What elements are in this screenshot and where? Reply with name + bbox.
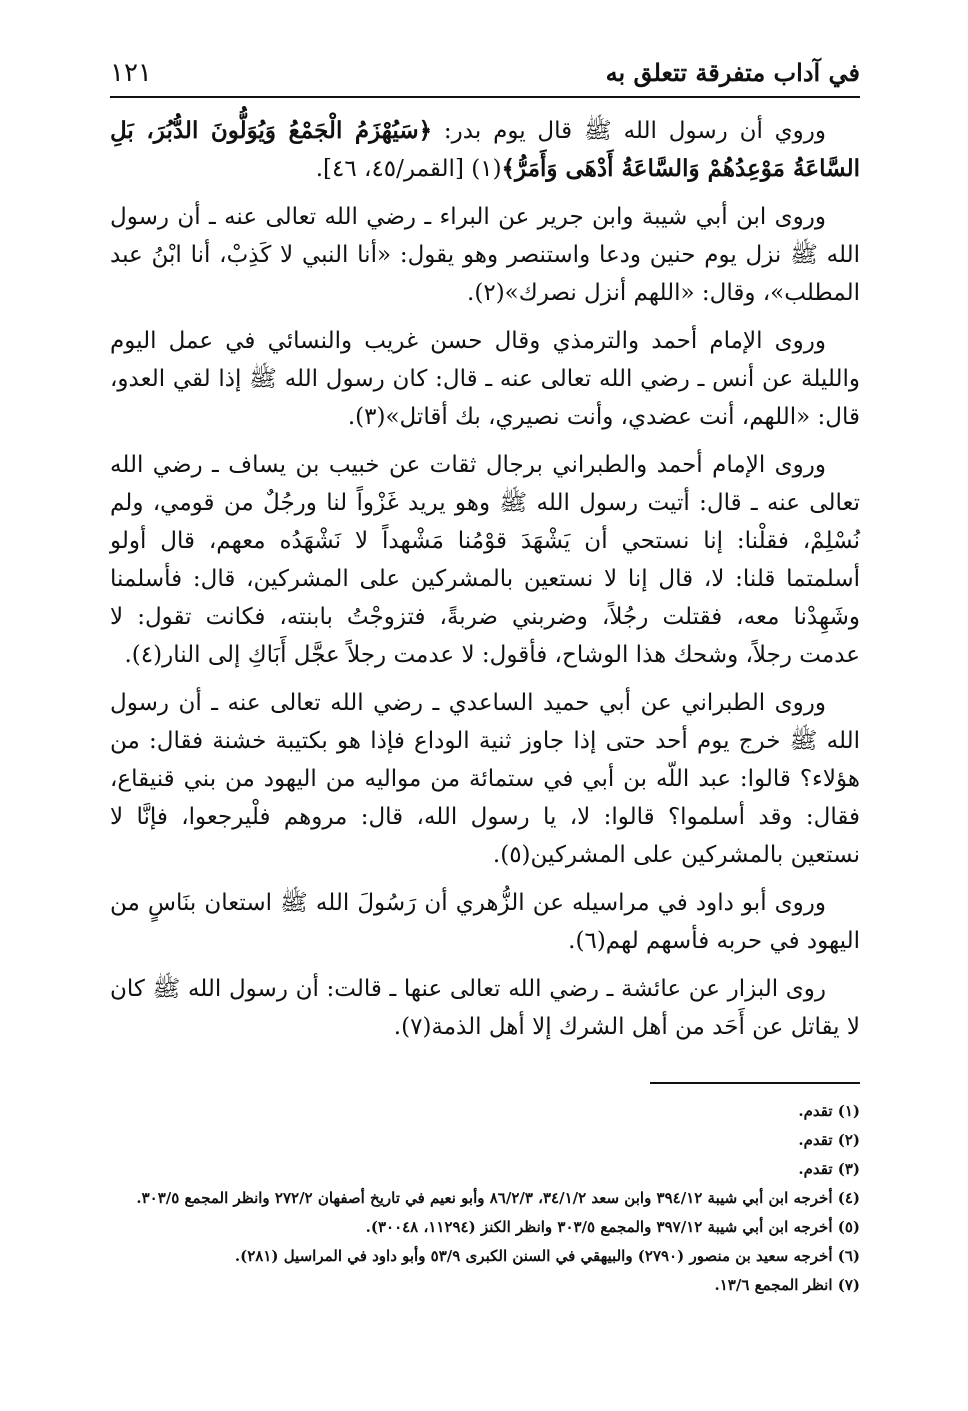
footnote-6: (٦) أخرجه سعيد بن منصور (٢٧٩٠) والبيهقي في السنن الكبرى ٥٣/٩ وأبو داود في المراسيل (٢٨١). xyxy=(234,1247,860,1265)
paragraph-text: وروى الطبراني عن أبي حميد الساعدي ـ رضي الله تعالى عنه ـ أن رسول الله ﷺ خرج يوم أحد حتى إذا جاوز ثنية الوداع فإذا هو بكتيبة خشنة فقال: من هؤلاء؟ قالوا: عبد اللّه بن أبي في ستمائة من مواليه من اليهود من بني قنيقاع، فقال: وقد أسلموا؟ قالوا: لا، يا رسول الله، قال: مروهم فلْيرجعوا، فإنَّا لا نستعين بالمشركين على المشركين(٥). xyxy=(110,690,860,868)
paragraph-khubayb xyxy=(110,446,860,674)
paragraph-abu-dawud xyxy=(110,884,860,960)
footnote-divider xyxy=(650,1082,860,1084)
paragraph-hunayn xyxy=(110,198,860,312)
footnote-1: (١) تقدم. xyxy=(798,1102,860,1120)
footnote-3: (٣) تقدم. xyxy=(798,1160,860,1178)
footnote-2: (٢) تقدم. xyxy=(798,1131,860,1149)
verse-reference: (١) [القمر/٤٥، ٤٦]. xyxy=(315,156,502,182)
paragraph-badr-verse xyxy=(110,112,860,188)
paragraph-text: وروي أن رسول الله ﷺ قال يوم بدر: xyxy=(432,118,826,144)
quran-verse: ﴿سَيُهْزَمُ الْجَمْعُ وَيُوَلُّونَ الدُّبُرَ، بَلِ السَّاعَةُ مَوْعِدُهُمْ وَالسَّاعَةُ أَدْهَى وَأَمَرُّ﴾ xyxy=(110,117,860,182)
chapter-title: في آداب متفرقة تتعلق به xyxy=(605,58,860,87)
paragraph-text: وروى الإمام أحمد والطبراني برجال ثقات عن خبيب بن يساف ـ رضي الله تعالى عنه ـ قال: أتيت رسول الله ﷺ وهو يريد غَزْواً لنا ورجُلٌ من قومي، ولم نُسْلِمْ، فقلْنا: إنا نستحي أن يَشْهَدَ قوْمُنا مَشْهداً لا نَشْهَدُه معهم، قال أولو أسلمتما قلنا: لا، قال إنا لا نستعين بالمشركين على المشركين، قال: فأسلمنا وشَهِدْنا معه، فقتلت رجُلاً، وضربني ضربةً، فتزوجْتُ بابنته، فكانت تقول: لا عدمت رجلاً، وشحك هذا الوشاح، فأقول: لا عدمت رجلاً عجَّل أَبَاكِ إلى النار(٤). xyxy=(110,452,860,668)
footnotes xyxy=(110,1097,860,1300)
paragraph-text: روى البزار عن عائشة ـ رضي الله تعالى عنها ـ قالت: أن رسول الله ﷺ كان لا يقاتل عن أَحَد من أهل الشرك إلا أهل الذمة(٧). xyxy=(110,976,860,1040)
main-text xyxy=(110,112,860,1056)
paragraph-text: وروى الإمام أحمد والترمذي وقال حسن غريب والنسائي في عمل اليوم والليلة عن أنس ـ رضي الله تعالى عنه ـ قال: كان رسول الله ﷺ إذا لقي العدو، قال: «اللهم، أنت عضدي، وأنت نصيري، بك أقاتل»(٣). xyxy=(110,328,860,430)
paragraph-text: وروى أبو داود في مراسيله عن الزُّهري أن رَسُولَ الله ﷺ استعان بنَاسٍ من اليهود في حربه فأسهم لهم(٦). xyxy=(110,890,860,954)
paragraph-anas xyxy=(110,322,860,436)
paragraph-bazzar xyxy=(110,970,860,1046)
paragraph-abu-humayd xyxy=(110,684,860,874)
header-divider xyxy=(110,96,860,98)
footnote-7: (٧) انظر المجمع ١٣/٦. xyxy=(714,1276,860,1294)
footnote-4: (٤) أخرجه ابن أبي شيبة ٣٩٤/١٢ وابن سعد ٣٤/١/٢، ٨٦/٢/٣ وأبو نعيم في تاريخ أصفهان ٢٧٢/٢ وانظر المجمع ٣٠٣/٥. xyxy=(136,1189,860,1207)
paragraph-text: وروى ابن أبي شيبة وابن جرير عن البراء ـ رضي الله تعالى عنه ـ أن رسول الله ﷺ نزل يوم حنين ودعا واستنصر وهو يقول: «أنا النبي لا كَذِبْ، أنا ابْنُ عبد المطلب»، وقال: «اللهم أنزل نصرك»(٢). xyxy=(110,204,860,306)
running-header xyxy=(110,58,860,96)
footnote-5: (٥) أخرجه ابن أبي شيبة ٣٩٧/١٢ والمجمع ٣٠٣/٥ وانظر الكنز (١١٢٩٤، ٣٠٠٤٨). xyxy=(365,1218,860,1236)
page-number: ١٢١ xyxy=(110,58,152,88)
